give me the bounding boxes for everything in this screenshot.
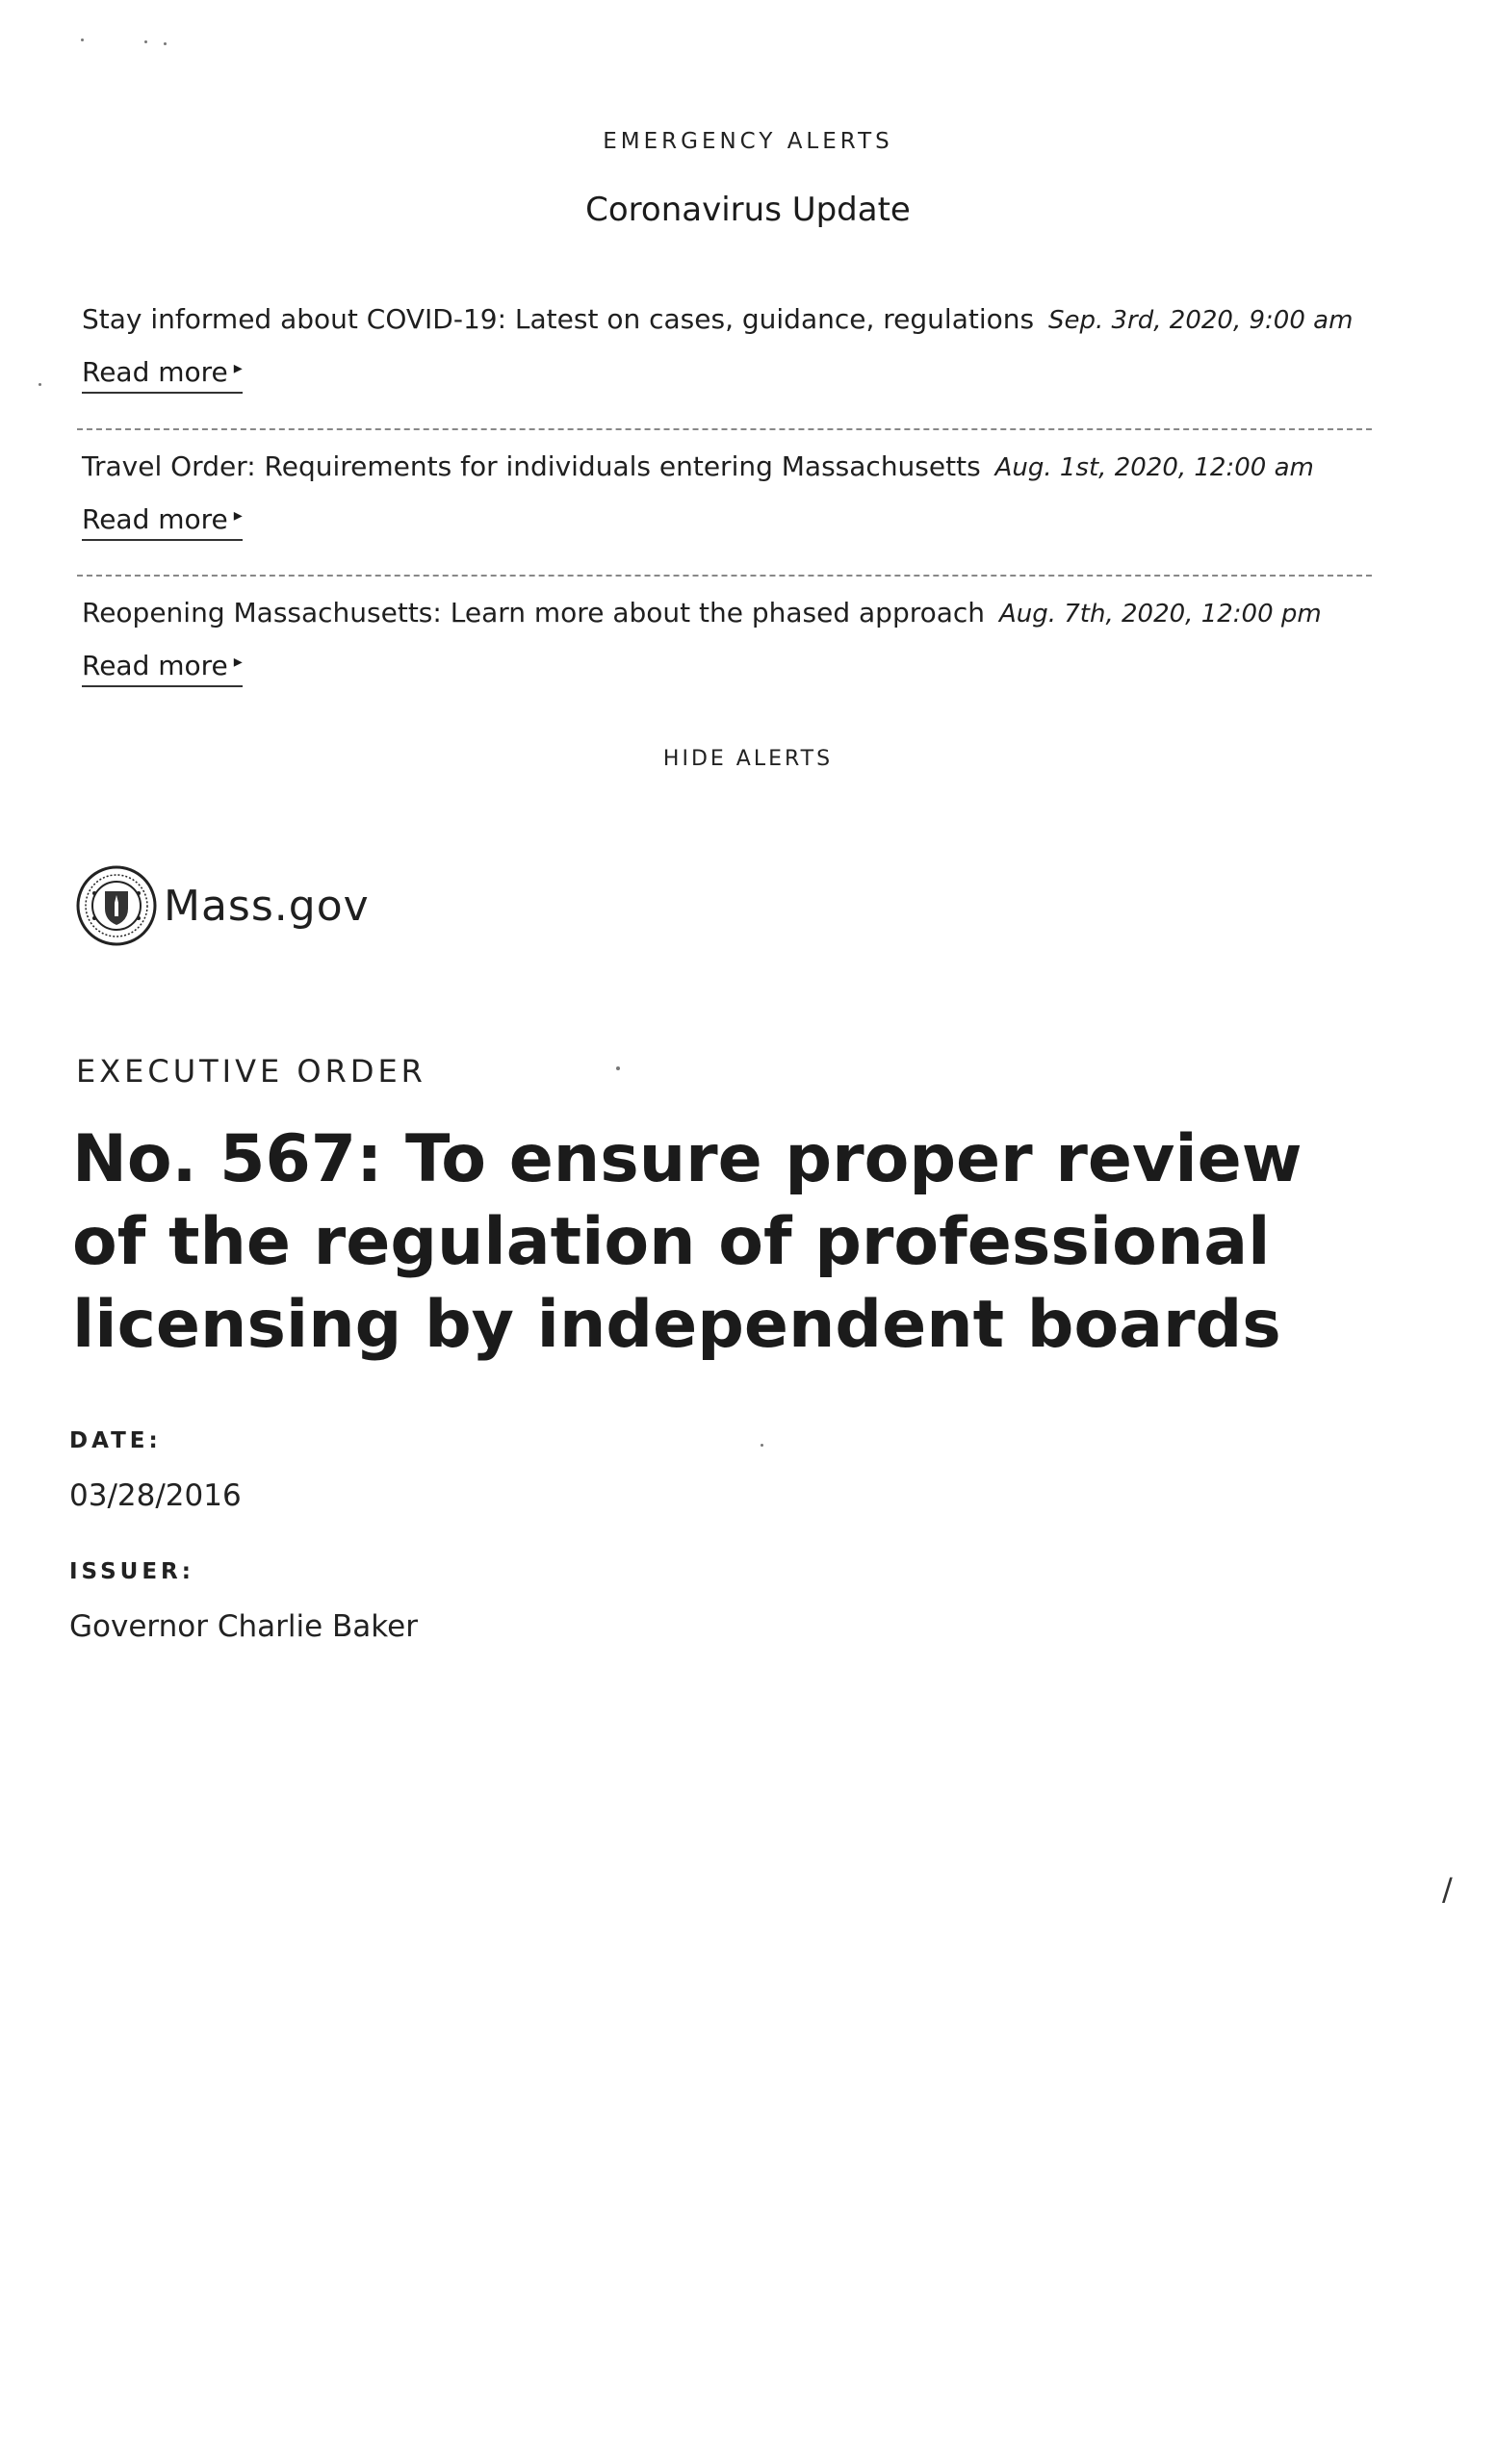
alert-text-row — [82, 597, 1391, 629]
read-more-label: Read more — [82, 650, 228, 681]
logo-text: Mass.gov — [164, 881, 370, 931]
date-value: 03/28/2016 — [69, 1478, 242, 1513]
chevron-right-icon: ▸ — [233, 358, 243, 378]
read-more-link[interactable] — [82, 503, 243, 541]
date-label: DATE: — [69, 1428, 162, 1453]
hide-alerts-button[interactable]: HIDE ALERTS — [662, 747, 834, 771]
mass-gov-logo[interactable] — [75, 864, 370, 947]
read-more-link[interactable] — [82, 356, 243, 394]
alert-item — [82, 450, 1391, 541]
alert-date: Aug. 1st, 2020, 12:00 am — [994, 453, 1314, 482]
alert-text: Reopening Massachusetts: Learn more about the phased approach — [82, 597, 986, 629]
read-more-label: Read more — [82, 356, 228, 388]
read-more-link[interactable] — [82, 650, 243, 687]
chevron-right-icon: ▸ — [233, 505, 243, 526]
scan-speck — [761, 1444, 763, 1447]
alert-date: Sep. 3rd, 2020, 9:00 am — [1047, 306, 1354, 335]
alert-date: Aug. 7th, 2020, 12:00 pm — [998, 600, 1322, 629]
page-eyebrow: EXECUTIVE ORDER — [76, 1053, 426, 1090]
alerts-title: Coronavirus Update — [585, 191, 911, 229]
alerts-eyebrow: EMERGENCY ALERTS — [603, 129, 893, 154]
massachusetts-seal-icon — [75, 864, 158, 947]
issuer-label: ISSUER: — [69, 1559, 194, 1584]
alert-item — [82, 597, 1391, 687]
alert-text: Travel Order: Requirements for individuals entering Massachusetts — [82, 450, 981, 482]
scan-speck — [81, 38, 84, 41]
alert-text-row — [82, 450, 1391, 482]
scan-speck — [164, 42, 167, 45]
alert-divider — [77, 575, 1372, 577]
alert-item — [82, 303, 1391, 394]
issuer-value: Governor Charlie Baker — [69, 1609, 418, 1644]
scan-speck — [39, 383, 41, 386]
scan-speck — [144, 40, 147, 43]
page-title: No. 567: To ensure proper review of the regulation of professional licensing by independent boards — [72, 1121, 1303, 1363]
alert-divider — [77, 428, 1372, 430]
chevron-right-icon: ▸ — [233, 652, 243, 672]
read-more-label: Read more — [82, 503, 228, 535]
margin-mark: / — [1442, 1871, 1453, 1908]
alert-text: Stay informed about COVID-19: Latest on cases, guidance, regulations — [82, 303, 1035, 335]
alert-text-row — [82, 303, 1391, 335]
scan-speck — [616, 1066, 620, 1070]
